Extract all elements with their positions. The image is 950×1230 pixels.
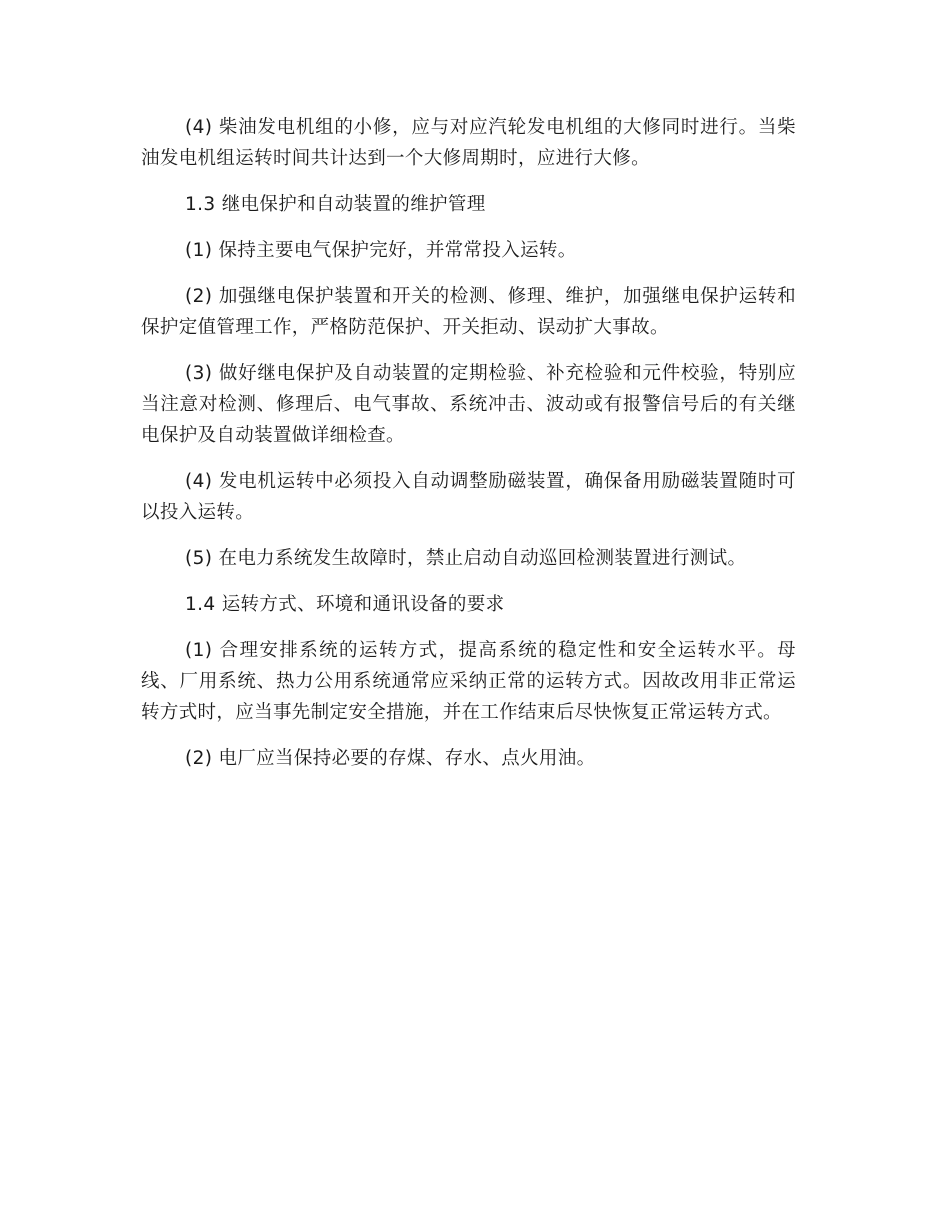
paragraph-fuel-water-reserve: (2) 电厂应当保持必要的存煤、存水、点火用油。 <box>185 748 596 769</box>
paragraph-periodic-inspection: (3) 做好继电保护及自动装置的定期检验、补充检验和元件校验，特别应当注意对检测、修理后、电气事故、系统冲击、波动或有报警信号后的有关继电保护及自动装置做详细检查。 <box>141 363 796 446</box>
paragraph-keep-protection-intact: (1) 保持主要电气保护完好，并常常投入运转。 <box>185 240 577 261</box>
paragraph-operation-mode: (1) 合理安排系统的运转方式，提高系统的稳定性和安全运转水平。母线、厂用系统、热力公用系统通常应采纳正常的运转方式。因故改用非正常运转方式时，应当事先制定安全措施，并在工作结束后尽快恢复正常运转方式。 <box>141 640 796 723</box>
section-heading-1-4: 1.4 运转方式、环境和通讯设备的要求 <box>185 594 505 615</box>
document-body <box>141 112 796 789</box>
paragraph-diesel-generator-overhaul: (4) 柴油发电机组的小修，应与对应汽轮发电机组的大修同时进行。当柴油发电机组运转时间共计达到一个大修周期时，应进行大修。 <box>141 117 796 169</box>
paragraph-strengthen-relay-maintenance: (2) 加强继电保护装置和开关的检测、修理、维护，加强继电保护运转和保护定值管理工作，严格防范保护、开关拒动、误动扩大事故。 <box>141 286 796 338</box>
section-heading-1-3: 1.3 继电保护和自动装置的维护管理 <box>185 194 486 215</box>
paragraph-fault-test-prohibition: (5) 在电力系统发生故障时，禁止启动自动巡回检测装置进行测试。 <box>185 548 747 569</box>
paragraph-excitation-device: (4) 发电机运转中必须投入自动调整励磁装置，确保备用励磁装置随时可以投入运转。 <box>141 471 796 523</box>
